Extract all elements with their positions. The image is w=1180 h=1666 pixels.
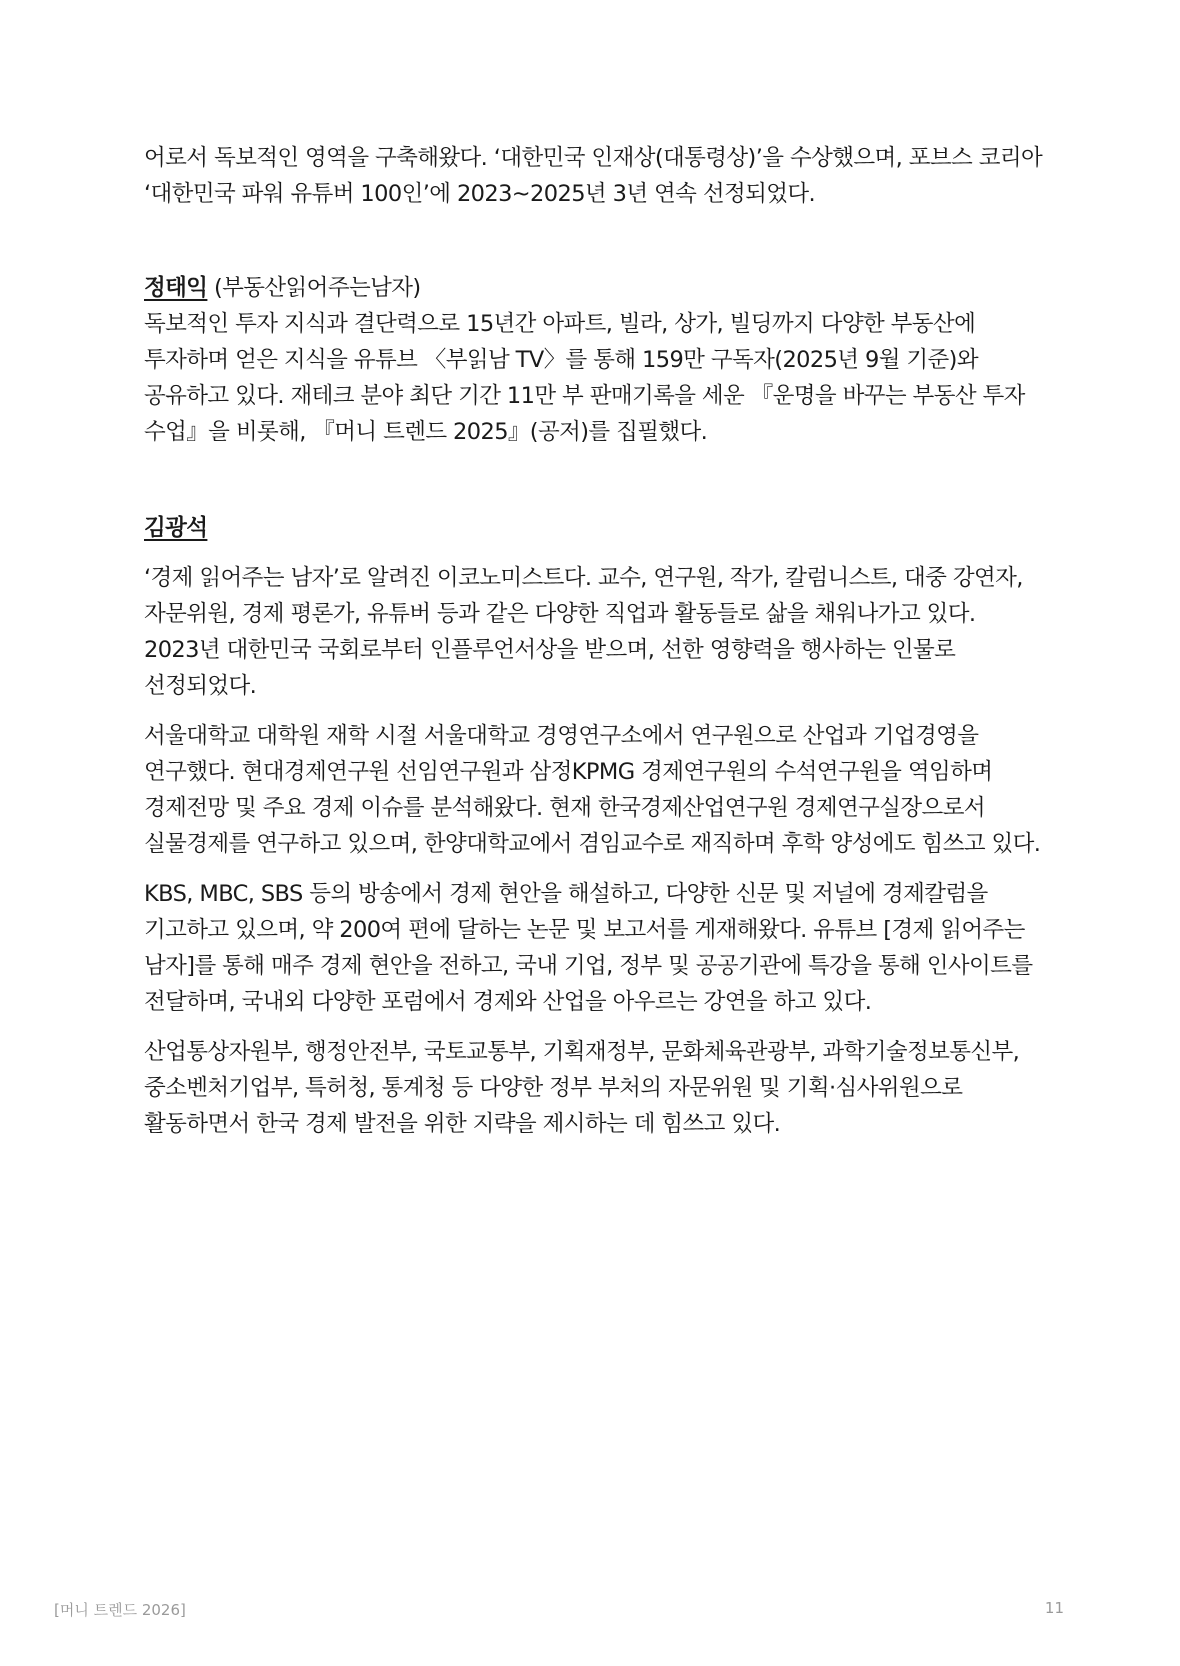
author-bio-paragraph: 산업통상자원부, 행정안전부, 국토교통부, 기획재정부, 문화체육관광부, 과학기술정보통신부, 중소벤처기업부, 특허청, 통계청 등 다양한 정부 부처의 자문위원 및 기획·심사위원으로 활동하면서 한국 경제 발전을 위한 지략을 제시하는 데 힘쓰고 있다.	[144, 1039, 1020, 1137]
author-bio: 독보적인 투자 지식과 결단력으로 15년간 아파트, 빌라, 상가, 빌딩까지 다양한 부동산에 투자하며 얻은 지식을 유튜브 〈부읽남 TV〉를 통해 159만 구독자(2025년 9월 기준)와 공유하고 있다. 재테크 분야 최단 기간 11만 부 판매기록을 세운 『운명을 바꾸는 부동산 투자 수업』을 비롯해, 『머니 트렌드 2025』(공저)를 집필했다.	[144, 311, 1025, 445]
author-heading	[144, 270, 1044, 306]
author-name: 김광석	[144, 515, 208, 541]
author-alias: (부동산읽어주는남자)	[213, 275, 421, 301]
page-body	[144, 140, 1044, 1142]
author-bio-paragraph: KBS, MBC, SBS 등의 방송에서 경제 현안을 해설하고, 다양한 신문 및 저널에 경제칼럼을 기고하고 있으며, 약 200여 편에 달하는 논문 및 보고서를 게재해왔다. 유튜브 [경제 읽어주는 남자]를 통해 매주 경제 현안을 전하고, 국내 기업, 정부 및 공공기관에 특강을 통해 인사이트를 전달하며, 국내외 다양한 포럼에서 경제와 산업을 아우르는 강연을 하고 있다.	[144, 881, 1033, 1015]
author-heading	[144, 510, 1044, 546]
author-bio-paragraph: 서울대학교 대학원 재학 시절 서울대학교 경영연구소에서 연구원으로 산업과 기업경영을 연구했다. 현대경제연구원 선임연구원과 삼정KPMG 경제연구원의 수석연구원을 역임하며 경제전망 및 주요 경제 이슈를 분석해왔다. 현재 한국경제산업연구원 경제연구실장으로서 실물경제를 연구하고 있으며, 한양대학교에서 겸임교수로 재직하며 후학 양성에도 힘쓰고 있다.	[144, 723, 1041, 857]
intro-paragraph: 어로서 독보적인 영역을 구축해왔다. ‘대한민국 인재상(대통령상)’을 수상했으며, 포브스 코리아 ‘대한민국 파워 유튜버 100인’에 2023~2025년 3년 연속 선정되었다.	[144, 145, 1043, 207]
author-section-jung	[144, 270, 1044, 450]
intro-section	[144, 140, 1044, 212]
author-section-kim	[144, 510, 1044, 1142]
footer-page-number: 11	[1044, 1599, 1064, 1617]
footer-book-title: [머니 트렌드 2026]	[54, 1601, 186, 1619]
author-bio-paragraph: ‘경제 읽어주는 남자’로 알려진 이코노미스트다. 교수, 연구원, 작가, 칼럼니스트, 대중 강연자, 자문위원, 경제 평론가, 유튜버 등과 같은 다양한 직업과 활동들로 삶을 채워나가고 있다. 2023년 대한민국 국회로부터 인플루언서상을 받으며, 선한 영향력을 행사하는 인물로 선정되었다.	[144, 565, 1023, 699]
author-name: 정태익	[144, 275, 208, 301]
